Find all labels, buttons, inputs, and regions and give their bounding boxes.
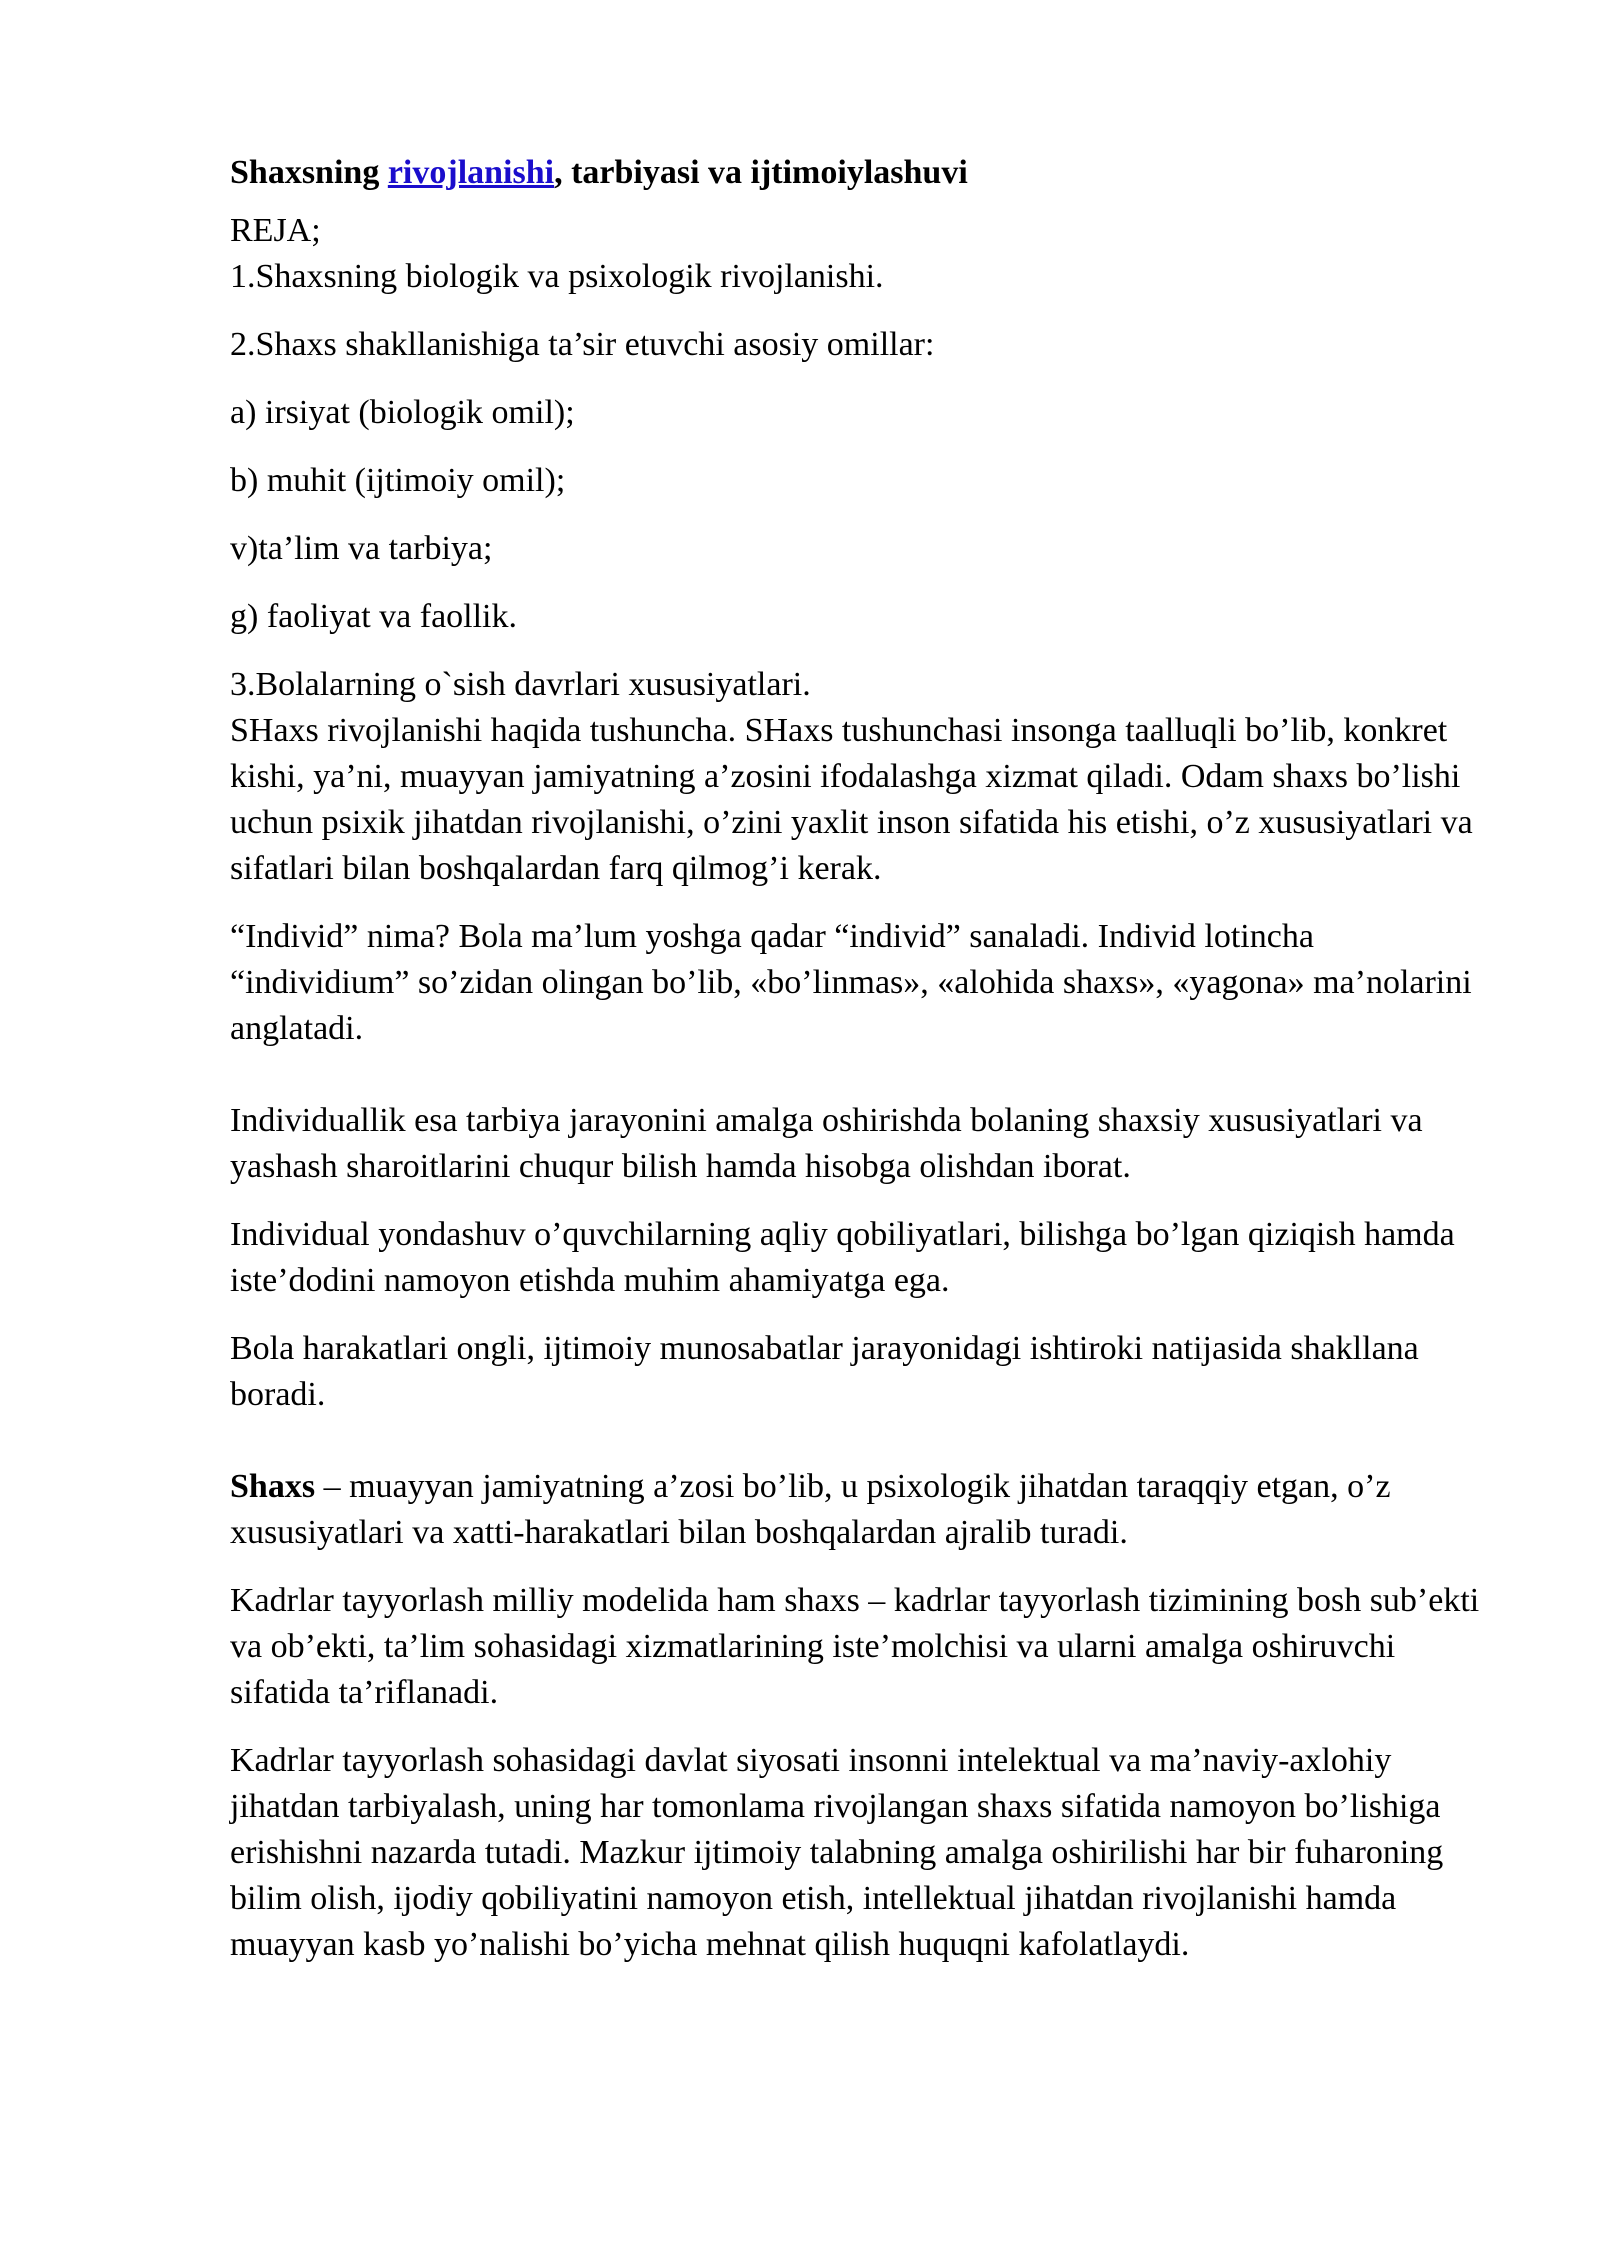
paragraph-gap: [230, 1052, 1500, 1098]
body-paragraph-5: Bola harakatlari ongli, ijtimoiy munosabatlar jarayonidagi ishtiroki natijasida shakllana boradi.: [230, 1330, 1419, 1413]
body-paragraph-8: Kadrlar tayyorlash sohasidagi davlat siyosati insonni intelektual va ma’naviy-axlohiy jihatdan tarbiyalash, uning har tomonlama rivojlangan shaxs sifatida namoyon bo’lishiga erishishni nazarda tutadi. Mazkur ijtimoiy talabning amalga oshirilishi har bir fuharoning bilim olish, ijodiy qobiliyatini namoyon etish, intellektual jihatdan rivojlanishi hamda muayyan kasb yo’nalishi bo’yicha mehnat qilish huquqni kafolatlaydi.: [230, 1742, 1444, 1963]
term-shaxs: Shaxs: [230, 1468, 316, 1505]
body-paragraph-4: Individual yondashuv o’quvchilarning aqliy qobiliyatlari, bilishga bo’lgan qiziqish hamda iste’dodini namoyon etishda muhim ahamiyatga ega.: [230, 1216, 1455, 1299]
plan-item-2a: a) irsiyat (biologik omil);: [230, 394, 575, 431]
body-paragraph-1: SHaxs rivojlanishi haqida tushuncha. SHaxs tushunchasi insonga taalluqli bo’lib, konkret kishi, ya’ni, muayyan jamiyatning a’zosini ifodalashga xizmat qiladi. Odam shaxs bo’lishi uchun psixik jihatdan rivojlanishi, o’zini yaxlit inson sifatida his etishi, o’z xususiyatlari va sifatlari bilan boshqalardan farq qilmog’i kerak.: [230, 712, 1473, 887]
plan-item-3: 3.Bolalarning o`sish davrlari xususiyatlari.: [230, 666, 811, 703]
body-paragraph-3: Individuallik esa tarbiya jarayonini amalga oshirishda bolaning shaxsiy xususiyatlari va yashash sharoitlarini chuqur bilish hamda hisobga olishdan iborat.: [230, 1102, 1423, 1185]
plan-item-2: 2.Shaxs shakllanishiga ta’sir etuvchi asosiy omillar:: [230, 326, 935, 363]
plan-item-2g: g) faoliyat va faollik.: [230, 598, 518, 635]
body-paragraph-2: “Individ” nima? Bola ma’lum yoshga qadar “individ” sanaladi. Individ lotincha “individium” so’zidan olingan bo’lib, «bo’linmas», «alohida shaxs», «yagona» ma’nolarini anglatadi.: [230, 918, 1472, 1047]
plan-item-2v: v)ta’lim va tarbiya;: [230, 530, 493, 567]
definition-text: – muayyan jamiyatning a’zosi bo’lib, u psixologik jihatdan taraqqiy etgan, o’z xususiyatlari va xatti-harakatlari bilan boshqalardan ajralib turadi.: [230, 1468, 1391, 1551]
plan-item-1: 1.Shaxsning biologik va psixologik rivojlanishi.: [230, 258, 884, 295]
paragraph-gap: [230, 1418, 1500, 1464]
document-title: [230, 150, 1500, 196]
plan-item-2b: b) muhit (ijtimoiy omil);: [230, 462, 566, 499]
body-paragraph-6: [230, 1464, 1500, 1556]
title-prefix: Shaxsning: [230, 154, 388, 191]
plan-heading: REJA;: [230, 212, 321, 249]
body-paragraph-7: Kadrlar tayyorlash milliy modelida ham shaxs – kadrlar tayyorlash tizimining bosh sub’ekti va ob’ekti, ta’lim sohasidagi xizmatlarining iste’molchisi va ularni amalga oshiruvchi sifatida ta’riflanadi.: [230, 1582, 1480, 1711]
document-page: [230, 150, 1500, 1990]
title-suffix: , tarbiyasi va ijtimoiylashuvi: [554, 154, 968, 191]
title-link[interactable]: rivojlanishi: [387, 154, 555, 191]
